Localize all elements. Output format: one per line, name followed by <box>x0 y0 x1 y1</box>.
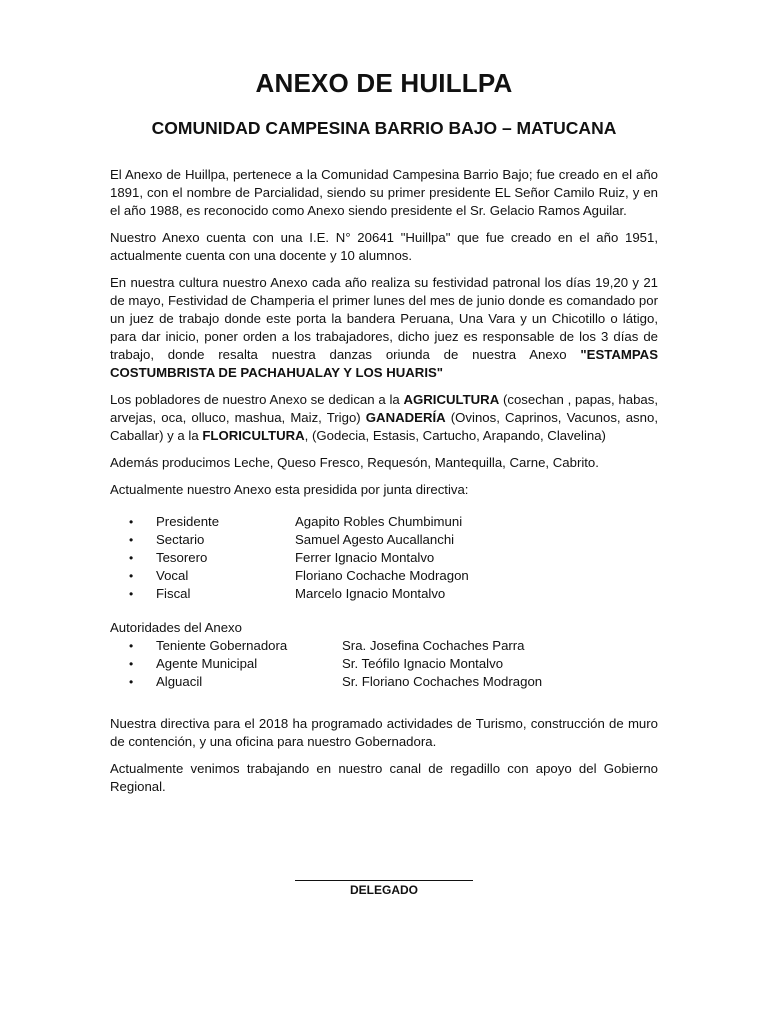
member-name: Sr. Teófilo Ignacio Montalvo <box>342 656 504 671</box>
paragraph-history: El Anexo de Huillpa, pertenece a la Comunidad Campesina Barrio Bajo; fue creado en el año 1891, con el nombre de Parcialidad, siendo su primer presidente EL Señor Camilo Ruiz, y en el año 1988, es reconocido como Anexo siendo presidente el Sr. Gelacio Ramos Aguilar. <box>110 167 658 218</box>
floriculture-label: FLORICULTURA <box>202 428 305 443</box>
bullet-icon: • <box>129 657 134 671</box>
economy-text-a: Los pobladores de nuestro Anexo se dedican a la <box>110 392 404 407</box>
member-name: Sra. Josefina Cochaches Parra <box>342 638 525 653</box>
list-item <box>110 549 658 567</box>
role-label: Presidente <box>156 514 220 529</box>
bullet-icon: • <box>129 551 134 565</box>
paragraph-economy <box>110 391 658 445</box>
document-title: ANEXO DE HUILLPA <box>255 68 513 98</box>
list-item <box>110 673 658 691</box>
economy-text-g: , (Godecia, Estasis, Cartucho, Arapando, Clavelina) <box>304 428 606 443</box>
list-item <box>110 567 658 585</box>
role-label: Alguacil <box>156 674 203 689</box>
directiva-list <box>110 513 658 603</box>
paragraph-plans: Nuestra directiva para el 2018 ha programado actividades de Turismo, construcción de muro de contención, y una oficina para nuestro Gobernadora. <box>110 716 658 749</box>
paragraph-culture-text: En nuestra cultura nuestro Anexo cada año realiza su festividad patronal los días 19,20 y 21 de mayo, Festividad de Champeria el primer lunes del mes de junio donde es comandado por un juez de trabajo donde este porta la bandera Peruana, Una Vara y un Chicotillo o látigo, para dar inicio, poner orden a los trabajadores, dicho juez es responsable de los 3 días de trabajo, donde resalta nuestra danzas oriunda de nuestra Anexo <box>110 275 658 362</box>
livestock-label: GANADERÍA <box>365 410 446 425</box>
dance-name: "ESTAMPAS COSTUMBRISTA DE PACHAHUALAY Y LOS HUARIS" <box>110 347 658 380</box>
member-name: Sr. Floriano Cochaches Modragon <box>342 674 543 689</box>
autoridades-list <box>110 637 658 691</box>
agriculture-label: AGRICULTURA <box>403 392 500 407</box>
signature-line <box>295 880 473 881</box>
role-label: Agente Municipal <box>156 656 258 671</box>
list-item <box>110 531 658 549</box>
role-label: Tesorero <box>156 550 208 565</box>
economy-text-e: (Ovinos, Caprinos, Vacunos, asno, Caballar) y a la <box>110 410 658 443</box>
list-item <box>110 655 658 673</box>
economy-text-c: (cosechan , papas, habas, arvejas, oca, olluco, mashua, Maiz, Trigo) <box>110 392 658 425</box>
member-name: Floriano Cochache Modragon <box>295 568 469 583</box>
paragraph-school: Nuestro Anexo cuenta con una I.E. N° 20641 "Huillpa" que fue creado en el año 1951, actualmente cuenta con una docente y 10 alumnos. <box>110 230 658 263</box>
member-name: Ferrer Ignacio Montalvo <box>295 550 435 565</box>
role-label: Sectario <box>156 532 205 547</box>
list-item <box>110 513 658 531</box>
role-label: Teniente Gobernadora <box>156 638 288 653</box>
role-label: Fiscal <box>156 586 191 601</box>
signature-label: DELEGADO <box>349 883 418 897</box>
bullet-icon: • <box>129 587 134 601</box>
member-name: Marcelo Ignacio Montalvo <box>295 586 446 601</box>
autoridades-label: Autoridades del Anexo <box>110 620 242 635</box>
member-name: Agapito Robles Chumbimuni <box>295 514 463 529</box>
paragraph-directiva-intro: Actualmente nuestro Anexo esta presidida por junta directiva: <box>110 482 469 497</box>
paragraph-products: Además producimos Leche, Queso Fresco, Requesón, Mantequilla, Carne, Cabrito. <box>110 455 599 470</box>
role-label: Vocal <box>156 568 189 583</box>
list-item <box>110 585 658 603</box>
bullet-icon: • <box>129 533 134 547</box>
document-body <box>110 166 658 805</box>
paragraph-culture <box>110 274 658 382</box>
bullet-icon: • <box>129 639 134 653</box>
bullet-icon: • <box>129 569 134 583</box>
paragraph-irrigation: Actualmente venimos trabajando en nuestro canal de regadillo con apoyo del Gobierno Regional. <box>110 761 658 794</box>
bullet-icon: • <box>129 515 134 529</box>
document-subtitle: COMUNIDAD CAMPESINA BARRIO BAJO – MATUCANA <box>151 118 617 138</box>
member-name: Samuel Agesto Aucallanchi <box>295 532 455 547</box>
bullet-icon: • <box>129 675 134 689</box>
list-item <box>110 637 658 655</box>
